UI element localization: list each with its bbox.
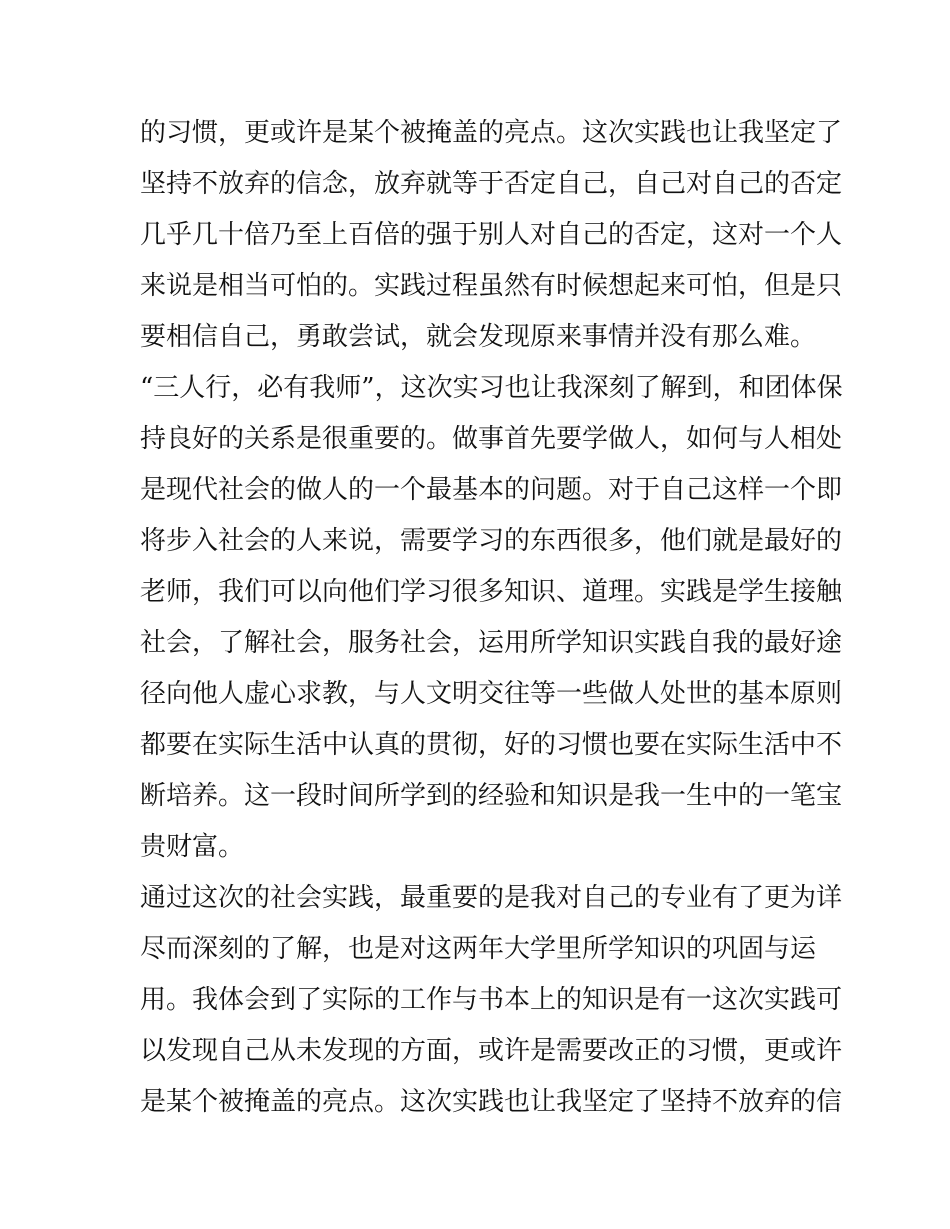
text-line: 都要在实际生活中认真的贯彻，好的习惯也要在实际生活中不	[140, 730, 843, 760]
text-line: 来说是相当可怕的。实践过程虽然有时候想起来可怕，但是只	[140, 271, 843, 301]
text-line: 坚持不放弃的信念，放弃就等于否定自己，自己对自己的否定	[140, 169, 843, 199]
text-line: “三人行，必有我师”，这次实习也让我深刻了解到，和团体保	[140, 373, 843, 403]
text-line: 将步入社会的人来说，需要学习的东西很多，他们就是最好的	[140, 526, 843, 556]
text-line: 用。我体会到了实际的工作与书本上的知识是有一这次实践可	[140, 985, 843, 1015]
text-line: 断培养。这一段时间所学到的经验和知识是我一生中的一笔宝	[140, 781, 843, 811]
text-line: 是现代社会的做人的一个最基本的问题。对于自己这样一个即	[140, 475, 843, 505]
body-text	[140, 108, 843, 1128]
text-line: 几乎几十倍乃至上百倍的强于别人对自己的否定，这对一个人	[140, 220, 843, 250]
text-line: 老师，我们可以向他们学习很多知识、道理。实践是学生接触	[140, 577, 843, 607]
text-line: 径向他人虚心求教，与人文明交往等一些做人处世的基本原则	[140, 679, 843, 709]
text-line: 持良好的关系是很重要的。做事首先要学做人，如何与人相处	[140, 424, 843, 454]
text-line: 贵财富。	[140, 832, 245, 862]
text-line: 通过这次的社会实践，最重要的是我对自己的专业有了更为详	[140, 883, 843, 913]
text-line: 社会，了解社会，服务社会，运用所学知识实践自我的最好途	[140, 628, 843, 658]
text-line: 尽而深刻的了解，也是对这两年大学里所学知识的巩固与运	[140, 934, 817, 964]
text-line: 要相信自己，勇敢尝试，就会发现原来事情并没有那么难。	[140, 322, 817, 352]
text-line: 的习惯，更或许是某个被掩盖的亮点。这次实践也让我坚定了	[140, 118, 843, 148]
text-line: 以发现自己从未发现的方面，或许是需要改正的习惯，更或许	[140, 1036, 843, 1066]
text-line: 是某个被掩盖的亮点。这次实践也让我坚定了坚持不放弃的信	[140, 1087, 843, 1117]
